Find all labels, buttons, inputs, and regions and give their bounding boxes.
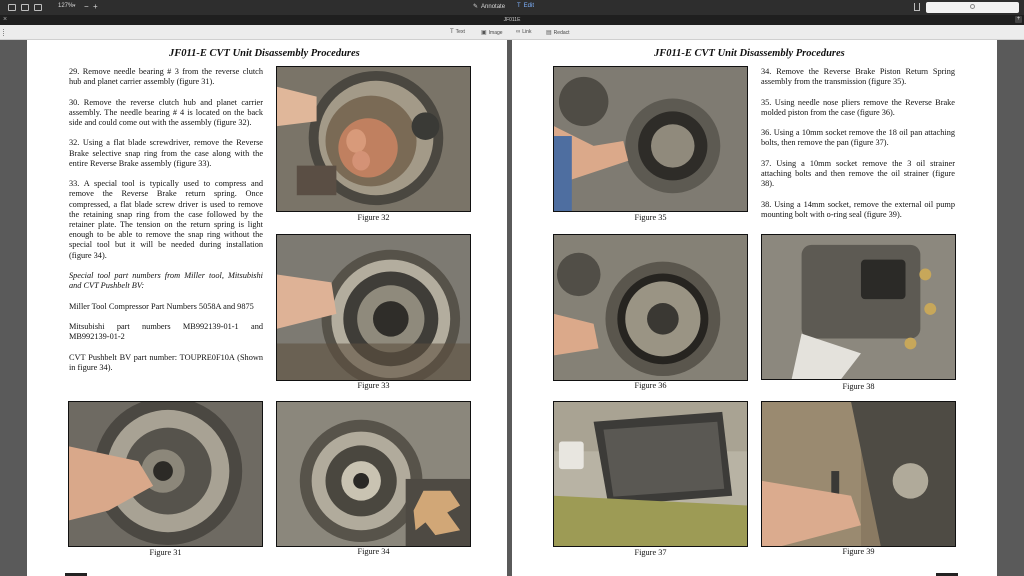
special-tool-heading: Special tool part numbers from Miller tool, Mitsubishi and CVT Pushbelt BV:: [69, 271, 263, 291]
link-tool-icon: ∞: [516, 29, 521, 35]
text-edit-icon: T: [517, 3, 521, 9]
search-icon: [970, 4, 975, 9]
text-tool-icon: T: [450, 29, 454, 35]
figure-31-caption: Figure 31: [149, 548, 182, 557]
instructions-column: [69, 67, 263, 383]
step-29: 29. Remove needle bearing # 3 from the reverse clutch hub and planet carrier assembly (figure 31).: [69, 67, 263, 87]
image-tool-icon: ▣: [481, 30, 487, 36]
miller-tool-note: Miller Tool Compressor Part Numbers 5058A and 9875: [69, 301, 254, 311]
image-tool-label: Image: [488, 29, 503, 36]
figure-35-photo: [553, 66, 748, 212]
step-35: 35. Using needle nose pliers remove the Reverse Brake molded piston from the case (figure 36).: [761, 97, 955, 117]
annotate-label: Annotate: [481, 3, 506, 10]
figure-39-caption: Figure 39: [842, 547, 875, 556]
figure-32-photo: [276, 66, 471, 212]
sidebar-toggle-icon[interactable]: [8, 4, 16, 11]
text-tool-label: Text: [455, 29, 465, 35]
text-tool-button[interactable]: [450, 29, 465, 35]
step-38: 38. Using a 14mm socket, remove the external oil pump mounting bolt with o-ring seal (figure 39).: [761, 199, 955, 219]
page-title: JF011-E CVT Unit Disassembly Procedures: [654, 48, 845, 59]
page-view-icon[interactable]: [34, 4, 42, 11]
figure-38-caption: Figure 38: [842, 382, 875, 391]
redact-tool-label: Redact: [553, 29, 570, 36]
image-tool-button[interactable]: [481, 29, 503, 36]
tab-bar: [0, 15, 1024, 25]
right-page: [512, 40, 997, 576]
figure-34-caption: Figure 34: [357, 547, 390, 556]
step-36: 36. Using a 10mm socket remove the 18 oil pan attaching bolts, then remove the pan (figure 37).: [761, 128, 955, 148]
instructions-column: [761, 67, 955, 230]
step-33: 33. A special tool is typically used to compress and remove the Reverse Brake return spring. Once compressed, a flat blade screw driver is used to remove the retaining snap ring from the case followed by the retainer plate. The tension on the return spring is light enough to be able to remove the snap ring without the special tool but it will be needed during installation (figure 34).: [69, 179, 263, 260]
step-32: 32. Using a flat blade screwdriver, remove the Reverse Brake selective snap ring from the case along with the entire Reverse Brake assembly (figure 33).: [69, 138, 263, 168]
share-icon[interactable]: [914, 3, 920, 11]
figure-37-caption: Figure 37: [634, 548, 667, 557]
figure-31-photo: [68, 401, 263, 547]
pushbelt-note: CVT Pushbelt BV part number: TOUPRE0F10A (Shown in figure 34).: [69, 352, 263, 372]
figure-35-caption: Figure 35: [634, 213, 667, 222]
edit-toolbar: [0, 25, 1024, 40]
figure-33-photo: [276, 234, 471, 381]
figure-36-photo: [553, 234, 748, 381]
figure-39-photo: [761, 401, 956, 547]
pencil-icon: ✎: [473, 4, 479, 10]
edit-button[interactable]: [517, 3, 534, 9]
link-tool-label: Link: [522, 29, 532, 35]
figure-37-photo: [553, 401, 748, 547]
new-tab-button[interactable]: +: [1016, 16, 1021, 22]
zoom-out-icon[interactable]: −: [84, 2, 89, 11]
annotate-button[interactable]: [473, 3, 505, 10]
search-input[interactable]: [926, 2, 1019, 13]
figure-38-photo: [761, 234, 956, 380]
step-30: 30. Remove the reverse clutch hub and planet carrier assembly. The needle bearing # 4 is located on the back side and could come out with the assembly (figure 32).: [69, 97, 263, 127]
link-tool-button[interactable]: [516, 29, 531, 35]
redact-tool-icon: ▤: [546, 30, 552, 36]
step-37: 37. Using a 10mm socket remove the 3 oil strainer attaching bolts and then remove the oil strainer (figure 38).: [761, 158, 955, 189]
figure-33-caption: Figure 33: [357, 381, 390, 390]
close-tab-icon[interactable]: ×: [3, 16, 8, 23]
thumbnail-grid-icon[interactable]: [21, 4, 29, 11]
figure-34-photo: [276, 401, 471, 547]
figure-36-caption: Figure 36: [634, 381, 667, 390]
edit-label: Edit: [523, 3, 535, 9]
toolbar-grip-icon[interactable]: [3, 29, 5, 36]
figure-32-caption: Figure 32: [357, 213, 390, 222]
zoom-dropdown-icon[interactable]: ▾: [73, 3, 76, 9]
main-toolbar: [0, 0, 1024, 15]
mitsubishi-note: Mitsubishi part numbers MB992139-01-1 and MB992139-01-2: [69, 321, 263, 342]
step-34: 34. Remove the Reverse Brake Piston Return Spring assembly from the transmission (figure 35).: [761, 67, 955, 87]
left-page: [27, 40, 507, 576]
redact-tool-button[interactable]: [546, 29, 570, 36]
tab-title[interactable]: JF011E: [503, 17, 521, 23]
zoom-in-icon[interactable]: +: [93, 2, 98, 11]
page-title: JF011-E CVT Unit Disassembly Procedures: [169, 48, 360, 59]
zoom-level[interactable]: 127%: [58, 3, 74, 9]
